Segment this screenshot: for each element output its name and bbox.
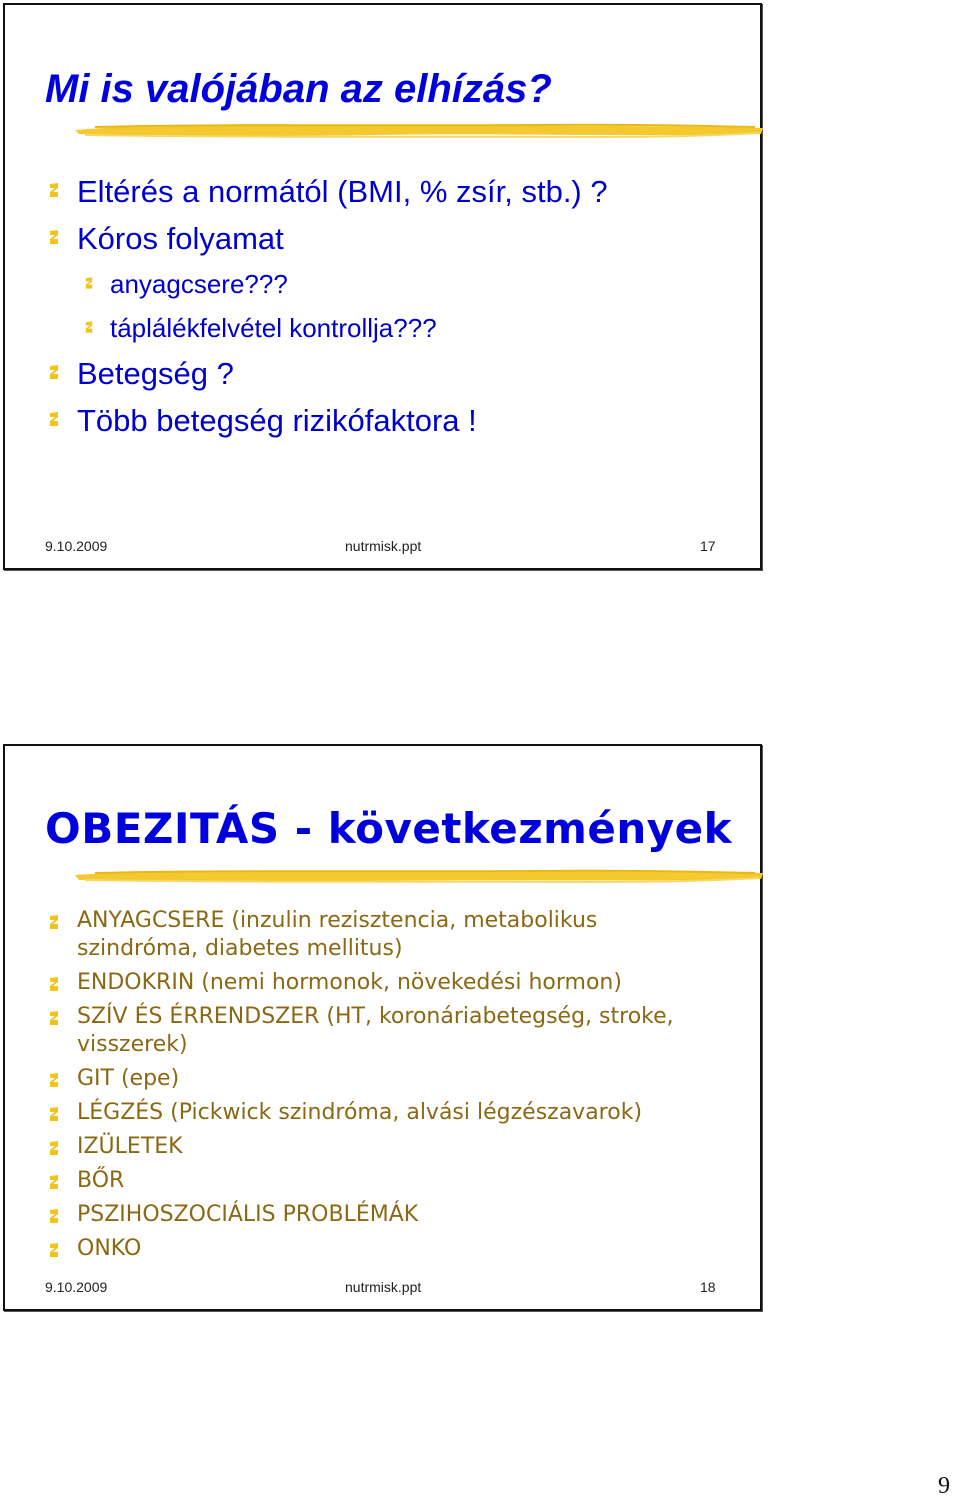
z-bullet-icon <box>49 228 59 246</box>
footer-date: 9.10.2009 <box>45 538 108 554</box>
z-bullet-icon <box>49 1207 59 1225</box>
bullet-item <box>5 1130 760 1164</box>
page-number: 9 <box>938 1473 950 1499</box>
slide-title: Mi is valójában az elhízás? <box>45 67 552 111</box>
bullet-text: ONKO <box>77 1236 142 1261</box>
bullet-text: GIT (epe) <box>77 1066 180 1091</box>
bullet-item <box>5 966 760 1000</box>
bullet-text: táplálékfelvétel kontrollja??? <box>110 313 437 343</box>
slide-17 <box>3 3 762 570</box>
bullet-text: LÉGZÉS (Pickwick szindróma, alvási légzészavarok) <box>77 1100 643 1125</box>
brush-stroke-underline-icon <box>75 115 763 143</box>
bullet-list <box>5 168 760 444</box>
bullet-text: anyagcsere??? <box>110 269 288 299</box>
footer-filename: nutrmisk.ppt <box>345 1279 422 1295</box>
bullet-text: BŐR <box>77 1168 125 1193</box>
z-bullet-icon <box>49 1009 59 1027</box>
footer-slide-number: 17 <box>700 538 716 554</box>
z-bullet-icon <box>49 975 59 993</box>
bullet-list <box>5 904 760 1266</box>
sub-bullet-item <box>5 262 760 306</box>
bullet-item <box>5 904 760 966</box>
z-bullet-icon <box>49 913 59 931</box>
z-bullet-icon <box>49 1173 59 1191</box>
bullet-item <box>5 1096 760 1130</box>
z-bullet-icon <box>85 320 93 334</box>
slide-title: OBEZITÁS - következmények <box>45 804 733 853</box>
bullet-item <box>5 397 760 444</box>
bullet-item <box>5 350 760 397</box>
bullet-text: ENDOKRIN (nemi hormonok, növekedési hormon) <box>77 970 622 995</box>
footer-date: 9.10.2009 <box>45 1279 108 1295</box>
bullet-item <box>5 168 760 215</box>
bullet-text: SZÍV ÉS ÉRRENDSZER (HT, koronáriabetegség, stroke, visszerek) <box>77 1004 674 1057</box>
z-bullet-icon <box>49 1139 59 1157</box>
bullet-text: Betegség ? <box>77 356 234 391</box>
footer-slide-number: 18 <box>700 1279 716 1295</box>
bullet-item <box>5 1198 760 1232</box>
bullet-text: ANYAGCSERE (inzulin rezisztencia, metabolikus szindróma, diabetes mellitus) <box>77 908 598 961</box>
bullet-text: PSZIHOSZOCIÁLIS PROBLÉMÁK <box>77 1202 419 1227</box>
bullet-item <box>5 1062 760 1096</box>
bullet-text: Több betegség rizikófaktora ! <box>77 403 477 438</box>
brush-stroke-underline-icon <box>75 861 763 889</box>
bullet-text: Eltérés a normától (BMI, % zsír, stb.) ? <box>77 174 608 209</box>
bullet-text: IZÜLETEK <box>77 1134 183 1159</box>
z-bullet-icon <box>49 181 59 199</box>
z-bullet-icon <box>49 1105 59 1123</box>
bullet-item <box>5 1232 760 1266</box>
slide-footer <box>5 538 760 554</box>
footer-filename: nutrmisk.ppt <box>345 538 422 554</box>
bullet-item <box>5 1000 760 1062</box>
z-bullet-icon <box>49 1071 59 1089</box>
z-bullet-icon <box>49 1241 59 1259</box>
z-bullet-icon <box>85 276 93 290</box>
slide-footer <box>5 1279 760 1295</box>
bullet-item <box>5 215 760 262</box>
bullet-item <box>5 1164 760 1198</box>
sub-bullet-item <box>5 306 760 350</box>
slide-18 <box>3 744 762 1311</box>
bullet-text: Kóros folyamat <box>77 221 284 256</box>
z-bullet-icon <box>49 363 59 381</box>
z-bullet-icon <box>49 410 59 428</box>
